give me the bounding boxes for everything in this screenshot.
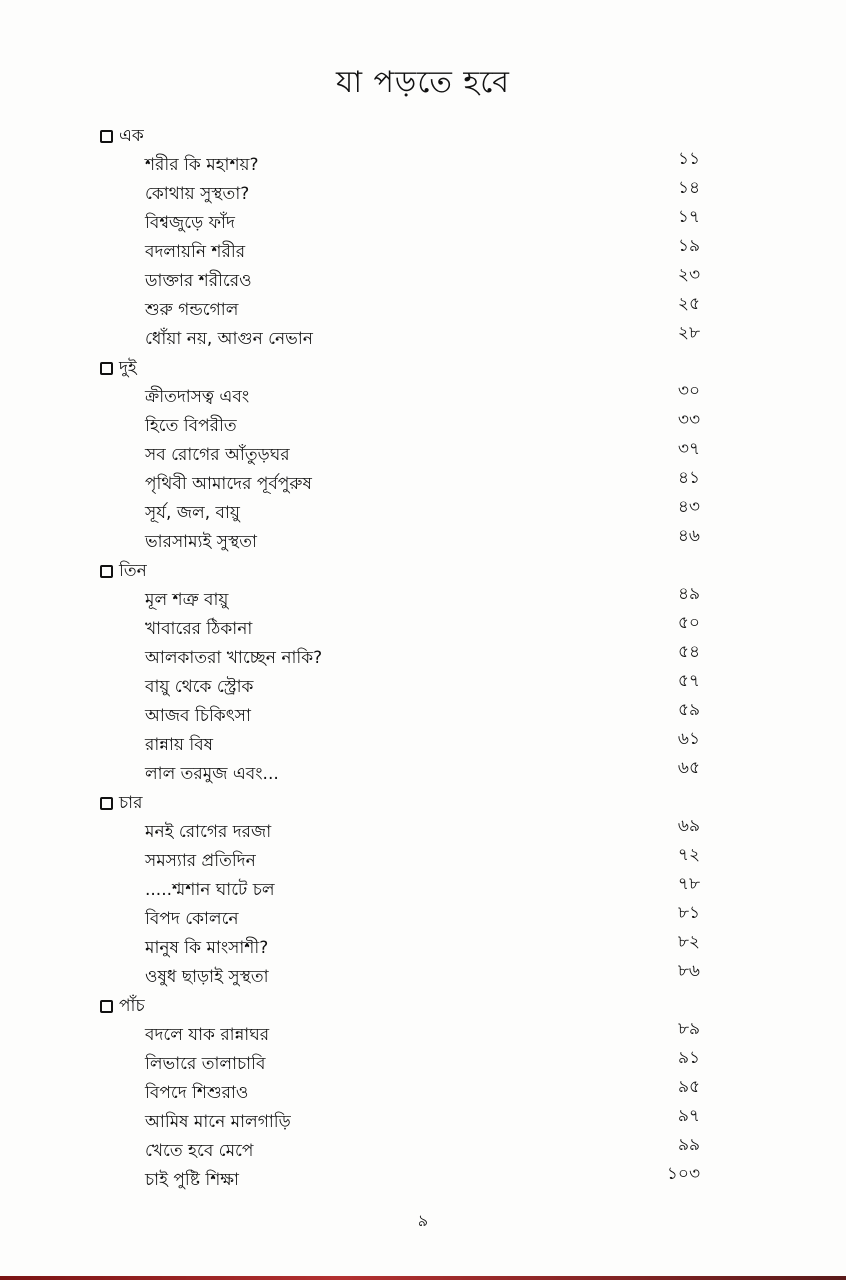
toc-entry xyxy=(0,905,846,934)
entry-page-number: ৪৯ xyxy=(677,584,700,604)
entry-title: .....শ্মশান ঘাটে চল xyxy=(145,880,275,900)
toc-entry xyxy=(0,1079,846,1108)
entry-title: সমস্যার প্রতিদিন xyxy=(145,851,256,871)
entry-page-number: ৭২ xyxy=(677,845,700,865)
page-bottom-edge xyxy=(0,1276,846,1280)
entry-title: আমিষ মানে মালগাড়ি xyxy=(145,1112,291,1132)
toc-entry xyxy=(0,731,846,760)
toc-entry xyxy=(0,673,846,702)
toc-section-5 xyxy=(0,992,846,1195)
entry-page-number: ৮১ xyxy=(677,903,700,923)
entry-page-number: ৮৯ xyxy=(677,1019,700,1039)
entry-title: ওষুধ ছাড়াই সুস্থতা xyxy=(145,967,269,987)
entry-page-number: ৪৩ xyxy=(677,497,700,517)
entry-page-number: ৩০ xyxy=(677,381,700,401)
entry-page-number: ৯৭ xyxy=(677,1106,700,1126)
toc-entry xyxy=(0,238,846,267)
page-title: যা পড়তে হবে xyxy=(336,65,510,100)
entry-page-number: ৬৫ xyxy=(677,758,700,778)
table-of-contents xyxy=(0,122,846,1195)
entry-page-number: ১৪ xyxy=(677,178,700,198)
entry-title: সব রোগের আঁতুড়ঘর xyxy=(145,445,290,465)
entry-title: চাই পুষ্টি শিক্ষা xyxy=(145,1170,239,1190)
entry-page-number: ৫৯ xyxy=(677,700,700,720)
toc-entry xyxy=(0,1021,846,1050)
toc-entry xyxy=(0,1050,846,1079)
toc-entry xyxy=(0,528,846,557)
toc-section-2 xyxy=(0,354,846,557)
toc-section-3 xyxy=(0,557,846,789)
entry-title: বিশ্বজুড়ে ফাঁদ xyxy=(145,213,235,233)
entry-title: হিতে বিপরীত xyxy=(145,416,237,436)
checkbox-square-icon xyxy=(100,797,113,810)
section-heading xyxy=(0,992,846,1021)
toc-entry xyxy=(0,876,846,905)
section-heading xyxy=(0,789,846,818)
entry-title: শুরু গন্ডগোল xyxy=(145,300,239,320)
entry-page-number: ৪৬ xyxy=(677,526,700,546)
entry-title: শরীর কি মহাশয়? xyxy=(145,155,259,175)
entry-page-number: ৯১ xyxy=(677,1048,700,1068)
entry-page-number: ১০৩ xyxy=(666,1164,700,1184)
toc-entry xyxy=(0,644,846,673)
toc-entry xyxy=(0,470,846,499)
checkbox-square-icon xyxy=(100,130,113,143)
checkbox-square-icon xyxy=(100,1000,113,1013)
toc-entry xyxy=(0,383,846,412)
toc-entry xyxy=(0,1108,846,1137)
entry-title: সূর্য, জল, বায়ু xyxy=(145,503,240,523)
entry-title: মানুষ কি মাংসাশী? xyxy=(145,938,269,958)
entry-title: ধোঁয়া নয়, আগুন নেভান xyxy=(145,329,313,349)
entry-page-number: ৫০ xyxy=(677,613,700,633)
toc-entry xyxy=(0,818,846,847)
section-heading-label: দুই xyxy=(119,358,137,378)
toc-entry xyxy=(0,325,846,354)
entry-title: আলকাতরা খাচ্ছেন নাকি? xyxy=(145,648,323,668)
toc-entry xyxy=(0,760,846,789)
entry-page-number: ৬৯ xyxy=(677,816,700,836)
toc-entry xyxy=(0,441,846,470)
toc-section-1 xyxy=(0,122,846,354)
section-heading-label: এক xyxy=(119,126,144,146)
entry-title: রান্নায় বিষ xyxy=(145,735,214,755)
section-heading-label: পাঁচ xyxy=(119,996,145,1016)
entry-title: কোথায় সুস্থতা? xyxy=(145,184,250,204)
section-heading-label: তিন xyxy=(119,561,147,581)
entry-page-number: ৭৮ xyxy=(677,874,700,894)
checkbox-square-icon xyxy=(100,362,113,375)
checkbox-square-icon xyxy=(100,565,113,578)
entry-page-number: ৯৫ xyxy=(677,1077,700,1097)
entry-page-number: ২৩ xyxy=(677,265,700,285)
entry-page-number: ৩৩ xyxy=(677,410,700,430)
toc-entry xyxy=(0,296,846,325)
entry-title: বদলে যাক রান্নাঘর xyxy=(145,1025,270,1045)
section-heading xyxy=(0,354,846,383)
entry-page-number: ৮৬ xyxy=(677,961,700,981)
entry-page-number: ১৭ xyxy=(677,207,700,227)
entry-title: মূল শত্রু বায়ু xyxy=(145,590,229,610)
toc-entry xyxy=(0,847,846,876)
entry-title: পৃথিবী আমাদের পূর্বপুরুষ xyxy=(145,474,312,494)
entry-title: বিপদে শিশুরাও xyxy=(145,1083,249,1103)
toc-entry xyxy=(0,412,846,441)
section-heading-label: চার xyxy=(119,793,143,813)
entry-title: লাল তরমুজ এবং... xyxy=(145,764,279,784)
entry-page-number: ২৫ xyxy=(677,294,700,314)
toc-entry xyxy=(0,1137,846,1166)
toc-entry xyxy=(0,267,846,296)
entry-title: ডাক্তার শরীরেও xyxy=(145,271,252,291)
entry-title: ক্রীতদাসত্ব এবং xyxy=(145,387,250,407)
entry-page-number: ৫৪ xyxy=(677,642,700,662)
entry-title: আজব চিকিৎসা xyxy=(145,706,251,726)
entry-page-number: ২৮ xyxy=(677,323,700,343)
entry-title: ভারসাম্যই সুস্থতা xyxy=(145,532,257,552)
section-heading xyxy=(0,557,846,586)
entry-page-number: ১৯ xyxy=(677,236,700,256)
entry-title: বিপদ কোলনে xyxy=(145,909,239,929)
toc-entry xyxy=(0,934,846,963)
entry-title: বায়ু থেকে স্ট্রোক xyxy=(145,677,254,697)
entry-page-number: ৯৯ xyxy=(677,1135,700,1155)
entry-page-number: ৬১ xyxy=(677,729,700,749)
entry-page-number: ৩৭ xyxy=(677,439,700,459)
toc-entry xyxy=(0,963,846,992)
entry-page-number: ৪১ xyxy=(677,468,700,488)
toc-section-4 xyxy=(0,789,846,992)
page-number: ৯ xyxy=(417,1211,429,1230)
toc-entry xyxy=(0,151,846,180)
toc-entry xyxy=(0,499,846,528)
entry-page-number: ১১ xyxy=(677,149,700,169)
toc-entry xyxy=(0,209,846,238)
toc-entry xyxy=(0,615,846,644)
entry-page-number: ৫৭ xyxy=(677,671,700,691)
entry-title: খাবারের ঠিকানা xyxy=(145,619,253,639)
entry-title: মনই রোগের দরজা xyxy=(145,822,272,842)
toc-entry xyxy=(0,702,846,731)
entry-title: লিভারে তালাচাবি xyxy=(145,1054,266,1074)
entry-page-number: ৮২ xyxy=(677,932,700,952)
toc-entry xyxy=(0,180,846,209)
entry-title: বদলায়নি শরীর xyxy=(145,242,246,262)
entry-title: খেতে হবে মেপে xyxy=(145,1141,254,1161)
section-heading xyxy=(0,122,846,151)
toc-entry xyxy=(0,1166,846,1195)
toc-entry xyxy=(0,586,846,615)
